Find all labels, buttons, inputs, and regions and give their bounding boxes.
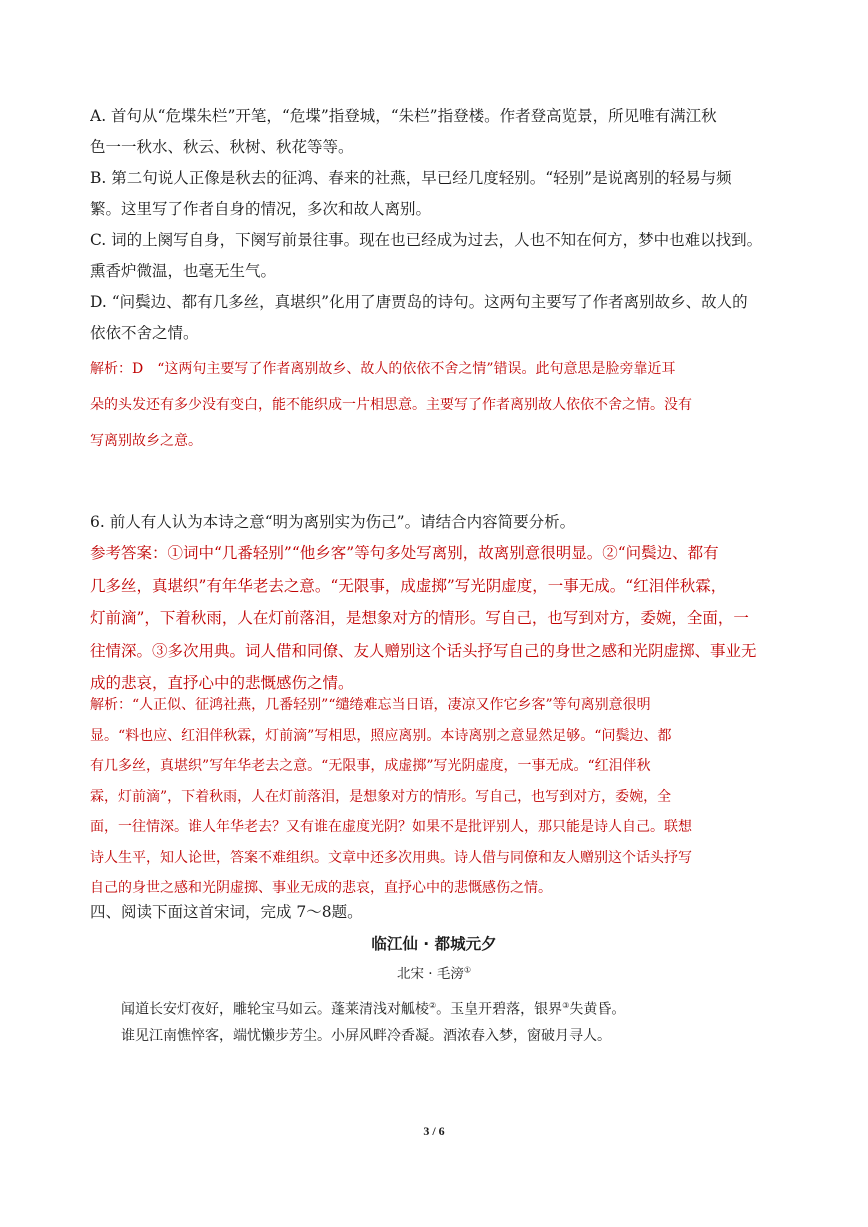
analysis-q6-line: 自己的身世之感和光阴虚掷、事业无成的悲哀，直抒心中的悲慨感伤之情。 [90,880,552,896]
poem-author-name: 北宋 · 毛滂 [396,966,464,982]
answer-q6-line: 成的悲哀，直抒心中的悲慨感伤之情。 [90,674,354,692]
option-b-line-1: B. 第二句说人正像是秋去的征鸿、春来的社燕，早已经几度轻别。“轻别”是说离别的轻易与频 [90,169,732,187]
analysis-q6-line: 解析：“人正似、征鸿社燕，几番轻别”“缱绻难忘当日语，凄凉又作它乡客”等句离别意很明 [90,697,651,713]
footnote-marker: ① [463,965,472,975]
answer-q6 [90,537,780,700]
footnote-marker: ② [429,1001,437,1010]
analysis-q6-line: 面，一往情深。谁人年华老去？又有谁在虚度光阴？如果不是批评别人，那只能是诗人自己。联想 [90,819,692,835]
answer-q6-line: 往情深。③多次用典。词人借和同僚、友人赠别这个话头抒写自己的身世之感和光阴虚掷、事业无 [90,641,757,660]
option-b [90,163,780,225]
option-b-line-2: 繁。这里写了作者自身的情况，多次和故人离别。 [90,200,432,218]
analysis-q6-line: 诗人生平，知人论世，答案不难组织。文章中还多次用典。诗人借与同僚和友人赠别这个话头抒写 [90,849,692,866]
option-c-line-2: 熏香炉微温，也毫无生气。 [90,262,277,280]
poem-line-1 [121,990,801,1021]
option-a-line-1: A. 首句从“危堞朱栏”开笔，“危堞”指登城，“朱栏”指登楼。作者登高览景，所见唯有满江秋 [90,107,717,125]
answer-q6-line: 参考答案：①词中“几番轻别”“他乡客”等句多处写离别，故离别意很明显。②“问鬓边、都有 [90,544,719,562]
analysis-q6-line: 有几多丝，真堪织”写年华老去之意。“无限事，成虚掷”写光阴虚度，一事无成。“红泪伴秋 [90,758,651,774]
section-heading: 四、阅读下面这首宋词，完成 7～8题。 [90,903,363,921]
option-d [90,287,780,349]
analysis-q5-line: 朵的头发还有多少没有变白，能不能织成一片相思意。主要写了作者离别故人依依不舍之情。没有 [90,397,692,413]
option-d-line-2: 依依不舍之情。 [90,324,199,342]
option-a [90,101,780,163]
poem-body [121,990,801,1052]
analysis-q5-line: 解析：D “这两句主要写了作者离别故乡、故人的依依不舍之情”错误。此句意思是脸旁靠近耳 [90,361,676,377]
poem-title: 临江仙 · 都城元夕 [371,935,497,953]
question-6: 6. 前人有人认为本诗之意“明为离别实为伤己”。请结合内容简要分析。 [90,513,576,531]
option-a-line-2: 色一一秋水、秋云、秋树、秋花等等。 [90,138,354,156]
analysis-q6-line: 霖，灯前滴”，下着秋雨，人在灯前落泪，是想象对方的情形。写自己，也写到对方，委婉，全 [90,788,672,805]
poem-line-1-part: 失黄昏。 [569,1001,626,1018]
answer-q6-line: 灯前滴”，下着秋雨，人在灯前落泪，是想象对方的情形。写自己，也写到对方，委婉，全面，一 [90,609,749,627]
answer-q6-line: 几多丝，真堪织”有年华老去之意。“无限事，成虚掷”写光阴虚度，一事无成。“红泪伴秋霖， [90,576,727,595]
poem-line-2: 谁见江南憔悴客，端忧懒步芳尘。小屏风畔冷香凝。酒浓春入梦，窗破月寻人。 [121,1028,611,1044]
page-number: 3 / 6 [423,1124,445,1138]
poem-author [0,962,868,982]
footnote-marker: ③ [562,1001,570,1010]
option-c-line-1: C. 词的上阕写自身，下阕写前景往事。现在也已经成为过去，人也不知在何方，梦中也难以找到。 [90,231,763,249]
option-c [90,225,780,287]
analysis-q6-line: 显。“料也应、红泪伴秋霖，灯前滴”写相思，照应离别。本诗离别之意显然足够。“问鬓边、都 [90,727,672,744]
poem-line-1-part: 。玉皇开碧落，银界 [436,1001,563,1018]
option-d-line-1: D. “问鬓边、都有几多丝，真堪织”化用了唐贾岛的诗句。这两句主要写了作者离别故乡、故人的 [90,293,748,311]
poem-line-1-part: 闻道长安灯夜好，雕轮宝马如云。蓬莱清浅对觚棱 [121,1001,429,1018]
analysis-q6 [90,690,780,904]
analysis-q5 [90,351,780,459]
analysis-q5-line: 写离别故乡之意。 [90,433,202,449]
